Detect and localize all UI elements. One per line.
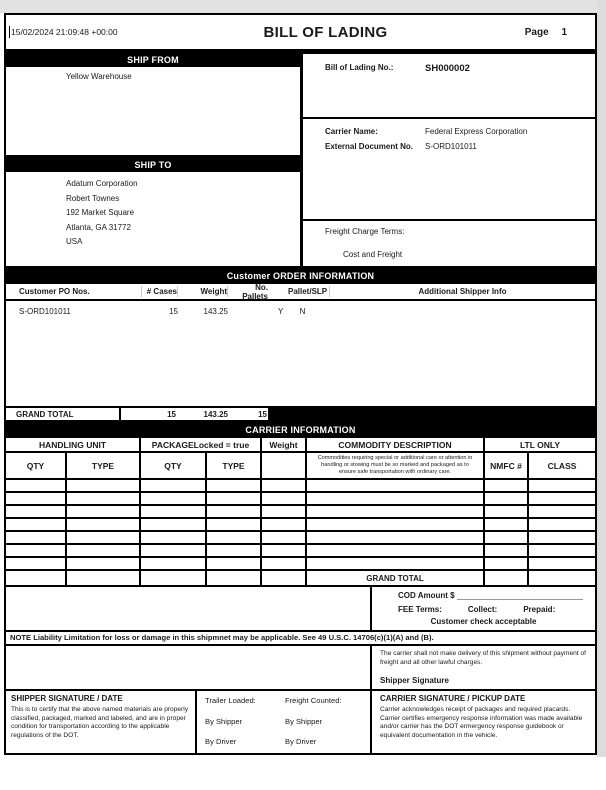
trailer-freight-box [197, 691, 372, 755]
gt-cell [141, 571, 207, 585]
grand-total-filler-bar [268, 408, 595, 420]
carrier-empty-cell [141, 519, 207, 532]
gt-cell [262, 571, 307, 585]
prepaid-label: Prepaid: [523, 605, 556, 614]
shipper-signature-box [4, 691, 197, 755]
trailer-loaded-label: Trailer Loaded: [205, 696, 256, 705]
freight-terms-value: Cost and Freight [343, 250, 403, 259]
freight-counted-label: Freight Counted: [285, 696, 342, 705]
freight-counted-column [285, 694, 365, 750]
page-label: Page [524, 26, 549, 38]
carrier-empty-cell [529, 545, 595, 558]
freight-terms-box [303, 221, 597, 268]
carrier-empty-cell [141, 506, 207, 519]
carrier-signature-box [372, 691, 597, 755]
col-additional-shipper-info: Additional Shipper Info [418, 287, 507, 296]
cell-weight: 143.25 [203, 307, 228, 316]
carrier-empty-cell [6, 480, 67, 493]
customer-order-header-row [6, 284, 595, 301]
carrier-empty-cell [6, 493, 67, 506]
col-cases: # Cases [142, 286, 178, 297]
page-title: BILL OF LADING [263, 23, 388, 41]
carrier-empty-cell [262, 493, 307, 506]
carrier-empty-cell [307, 519, 485, 532]
carrier-name-label: Carrier Name: [325, 127, 378, 136]
delivery-terms-box [372, 646, 597, 691]
grand-total-weight: 143.25 [203, 410, 228, 419]
carrier-empty-cell [141, 493, 207, 506]
carrier-empty-cell [307, 480, 485, 493]
carrier-empty-cell [529, 558, 595, 571]
carrier-empty-cell [485, 558, 529, 571]
carrier-empty-cell [67, 558, 141, 571]
col-no-pallets: No. Pallets [242, 282, 268, 301]
cod-section [4, 587, 597, 632]
col-pallet-slp: Pallet/SLP [278, 286, 330, 297]
carrier-empty-cell [485, 493, 529, 506]
customer-order-grand-total-row [4, 406, 597, 422]
col-nmfc: NMFC # [485, 453, 529, 480]
carrier-empty-cell [207, 480, 262, 493]
liability-note: NOTE Liability Limitation for loss or damage in this shipmnet may be applicable. See 49 U.S.C. 14706(c)(1)(A) and (B). [4, 632, 597, 646]
carrier-empty-cell [485, 506, 529, 519]
carrier-rows [6, 480, 595, 571]
ship-from-name: Yellow Warehouse [66, 72, 132, 81]
carrier-empty-cell [307, 493, 485, 506]
carrier-empty-cell [262, 532, 307, 545]
document-datetime [6, 26, 176, 38]
carrier-empty-cell [141, 480, 207, 493]
col-customer-po: Customer PO Nos. [6, 286, 142, 297]
ship-to-company: Adatum Corporation [66, 179, 138, 188]
cell-cases: 15 [169, 307, 178, 316]
col-class: CLASS [529, 453, 595, 480]
carrier-empty-cell [207, 545, 262, 558]
bol-number-value: SH000002 [425, 63, 470, 74]
gt-cell [485, 571, 529, 585]
carrier-empty-cell [529, 493, 595, 506]
carrier-name-value: Federal Express Corporation [425, 127, 528, 136]
external-doc-label: External Document No. [325, 142, 414, 151]
carrier-empty-cell [207, 532, 262, 545]
customer-order-table [4, 284, 597, 408]
col-commodity-description: COMMODITY DESCRIPTION [307, 438, 485, 453]
col-handling-unit: HANDLING UNIT [6, 438, 141, 453]
carrier-empty-cell [67, 519, 141, 532]
carrier-empty-cell [207, 519, 262, 532]
col-ltl-only: LTL ONLY [485, 438, 595, 453]
bol-number-label: Bill of Lading No.: [325, 63, 394, 72]
carrier-empty-cell [67, 545, 141, 558]
ship-to-box [4, 172, 302, 268]
carrier-empty-cell [67, 480, 141, 493]
info-column [302, 52, 597, 268]
carrier-empty-cell [6, 558, 67, 571]
bol-number-box [303, 52, 597, 119]
datetime-text: 15/02/2024 21:09:48 +00:00 [11, 27, 118, 37]
carrier-empty-cell [67, 493, 141, 506]
freight-terms-label: Freight Charge Terms: [325, 227, 405, 236]
customer-order-section-header: Customer ORDER INFORMATION [4, 268, 597, 284]
trailer-by-shipper: By Shipper [205, 716, 243, 726]
carrier-empty-cell [485, 532, 529, 545]
carrier-empty-cell [6, 532, 67, 545]
grand-total-label: GRAND TOTAL [6, 408, 121, 420]
col-weight: Weight [178, 286, 228, 297]
carrier-signature-title: CARRIER SIGNATURE / PICKUP DATE [380, 694, 526, 703]
carrier-empty-cell [207, 558, 262, 571]
signatures-section [4, 691, 597, 755]
delivery-blank-cell [4, 646, 372, 691]
carrier-empty-cell [262, 506, 307, 519]
ship-to-contact: Robert Townes [66, 193, 120, 203]
carrier-empty-cell [6, 506, 67, 519]
carrier-empty-cell [262, 480, 307, 493]
col-weight-header: Weight [262, 438, 307, 453]
fee-terms-label: FEE Terms: [398, 605, 442, 614]
carrier-empty-cell [262, 558, 307, 571]
carrier-empty-cell [141, 558, 207, 571]
carrier-empty-cell [307, 506, 485, 519]
carrier-empty-cell [529, 532, 595, 545]
carrier-empty-cell [141, 532, 207, 545]
shipper-signature-title: SHIPPER SIGNATURE / DATE [11, 694, 123, 703]
carrier-empty-cell [485, 545, 529, 558]
page-indicator [475, 27, 595, 38]
carrier-empty-cell [141, 545, 207, 558]
delivery-terms-text: The carrier shall not make delivery of this shipment without payment of freight and all other lawful charges. [380, 650, 586, 666]
pallet-flag: Y [278, 307, 284, 316]
ship-to-street: 192 Market Square [66, 208, 135, 218]
carrier-empty-cell [485, 480, 529, 493]
carrier-empty-cell [207, 506, 262, 519]
cod-amount-label: COD Amount $ [398, 591, 455, 600]
col-weight-blank [262, 453, 307, 480]
gt-cell [207, 571, 262, 585]
carrier-empty-cell [307, 558, 485, 571]
commodity-note: Commodities requiring special or additional care or attention in handling or stowing must be so marked and packaged as to ensure safe transportation with ordinary care. [307, 453, 485, 480]
text-cursor [9, 26, 10, 38]
page-right-gutter [597, 0, 606, 757]
carrier-certification-text: Carrier acknowledges receipt of packages and required placards. Carrier certifies emergency response information was made available and/or carrier has the DOT ermergency response guidebook or equivalent documentation in the vehicle. [380, 706, 583, 739]
carrier-info-section-header: CARRIER INFORMATION [4, 422, 597, 438]
grand-total-pallets: 15 [258, 410, 267, 419]
col-hu-qty: QTY [6, 453, 67, 480]
freight-by-shipper: By Shipper [285, 716, 323, 726]
gt-cell [67, 571, 141, 585]
col-hu-type: TYPE [67, 453, 141, 480]
cell-customer-po: S-ORD101011 [19, 307, 71, 316]
carrier-info-table [4, 438, 597, 587]
collect-label: Collect: [467, 605, 498, 614]
ship-to-city: Atlanta, GA 31772 [66, 222, 131, 232]
page-number: 1 [561, 26, 567, 38]
carrier-empty-cell [529, 506, 595, 519]
carrier-empty-cell [67, 506, 141, 519]
customer-check-text: Customer check acceptable [430, 617, 537, 626]
col-package: PACKAGELocked = true [141, 438, 262, 453]
gt-cell [6, 571, 67, 585]
carrier-grand-total-label: GRAND TOTAL [307, 571, 485, 585]
shipper-signature-label: Shipper Signature [380, 676, 449, 685]
grand-total-cases: 15 [167, 410, 176, 419]
delivery-section [4, 646, 597, 691]
ship-from-header: SHIP FROM [4, 52, 302, 67]
carrier-empty-cell [485, 519, 529, 532]
carrier-empty-cell [529, 480, 595, 493]
col-pkg-type: TYPE [207, 453, 262, 480]
cell-pallet-slp [268, 307, 320, 316]
col-pkg-qty: QTY [141, 453, 207, 480]
carrier-empty-cell [529, 519, 595, 532]
cod-amount-blank-line [457, 592, 583, 600]
ship-to-country: USA [66, 237, 83, 247]
carrier-empty-cell [207, 493, 262, 506]
ship-from-box [4, 67, 302, 157]
carrier-empty-cell [67, 532, 141, 545]
ship-to-header: SHIP TO [4, 157, 302, 172]
carrier-grand-total-row [6, 571, 595, 585]
cod-blank-cell [4, 587, 372, 632]
slp-flag: N [299, 307, 306, 316]
bill-of-lading-document [4, 13, 597, 755]
ship-columns [4, 52, 302, 268]
gt-cell [529, 571, 595, 585]
carrier-empty-cell [307, 545, 485, 558]
upper-section [4, 52, 597, 268]
external-doc-value: S-ORD101011 [425, 142, 477, 151]
trailer-by-driver: By Driver [205, 737, 237, 746]
carrier-empty-cell [307, 532, 485, 545]
carrier-header-row-1 [6, 438, 595, 453]
carrier-box [303, 119, 597, 221]
carrier-empty-cell [262, 545, 307, 558]
carrier-empty-cell [6, 519, 67, 532]
carrier-empty-cell [262, 519, 307, 532]
customer-order-row [6, 303, 595, 320]
document-header [4, 13, 597, 52]
page-top-gutter [0, 0, 606, 13]
carrier-header-row-2 [6, 453, 595, 480]
freight-by-driver: By Driver [285, 737, 317, 746]
trailer-loaded-column [205, 694, 285, 750]
shipper-certification-text: This is to certify that the above named materials are properly classified, packaged, marked and labeled, and are in proper condition for transportation according to the applicable regulations of the DOT. [11, 706, 189, 739]
carrier-empty-cell [6, 545, 67, 558]
cod-box [372, 585, 597, 632]
